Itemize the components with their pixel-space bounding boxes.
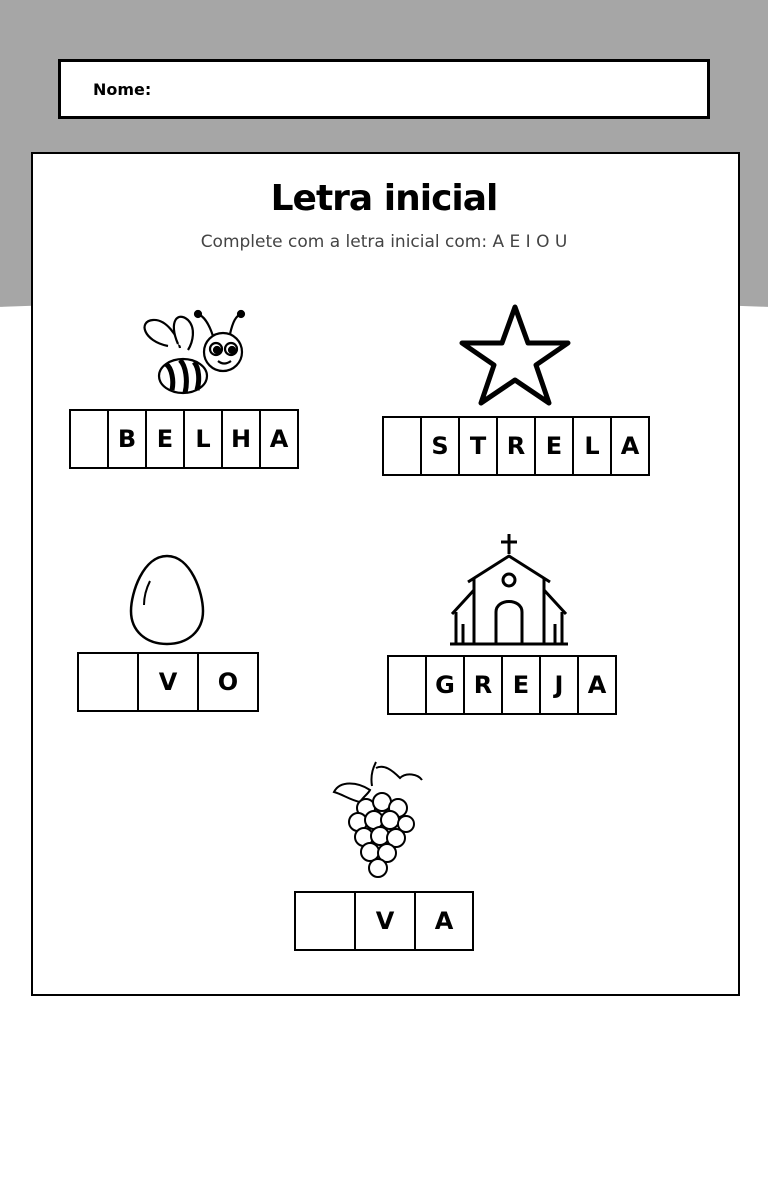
word-box-star	[382, 416, 650, 476]
name-field[interactable]	[58, 59, 710, 119]
letter-cell: S	[422, 418, 460, 474]
letter-cell: T	[460, 418, 498, 474]
letter-cell: A	[587, 671, 607, 699]
letter-cell: L	[185, 411, 223, 467]
worksheet-title: Letra inicial	[270, 178, 498, 219]
letter-cell: B	[109, 411, 147, 467]
church-icon	[448, 532, 570, 646]
letter-cell: E	[503, 657, 541, 713]
letter-cell: J	[541, 657, 579, 713]
letter-cell: E	[147, 411, 185, 467]
word-box-grapes	[294, 891, 474, 951]
letter-cell: L	[574, 418, 612, 474]
letter-cell: E	[536, 418, 574, 474]
letter-cell: G	[427, 657, 465, 713]
bee-icon	[138, 306, 248, 401]
word-box-church	[387, 655, 617, 715]
letter-cell: H	[223, 411, 261, 467]
blank-letter-input[interactable]	[389, 657, 427, 713]
blank-letter-input[interactable]	[79, 654, 139, 710]
letter-cell: O	[217, 668, 239, 696]
egg-icon	[128, 553, 206, 647]
blank-letter-input[interactable]	[296, 893, 356, 949]
worksheet-instruction: Complete com a letra inicial com: A E I O U	[200, 232, 568, 252]
grapes-icon	[330, 760, 430, 882]
letter-cell: R	[465, 657, 503, 713]
word-box-egg	[77, 652, 259, 712]
star-icon	[458, 303, 573, 408]
letter-cell: A	[620, 432, 640, 460]
letter-cell: A	[269, 425, 289, 453]
letter-cell: R	[498, 418, 536, 474]
letter-cell: A	[434, 907, 454, 935]
name-label: Nome:	[93, 80, 152, 99]
letter-cell: V	[356, 893, 416, 949]
letter-cell: V	[139, 654, 199, 710]
blank-letter-input[interactable]	[71, 411, 109, 467]
blank-letter-input[interactable]	[384, 418, 422, 474]
word-box-bee	[69, 409, 299, 469]
